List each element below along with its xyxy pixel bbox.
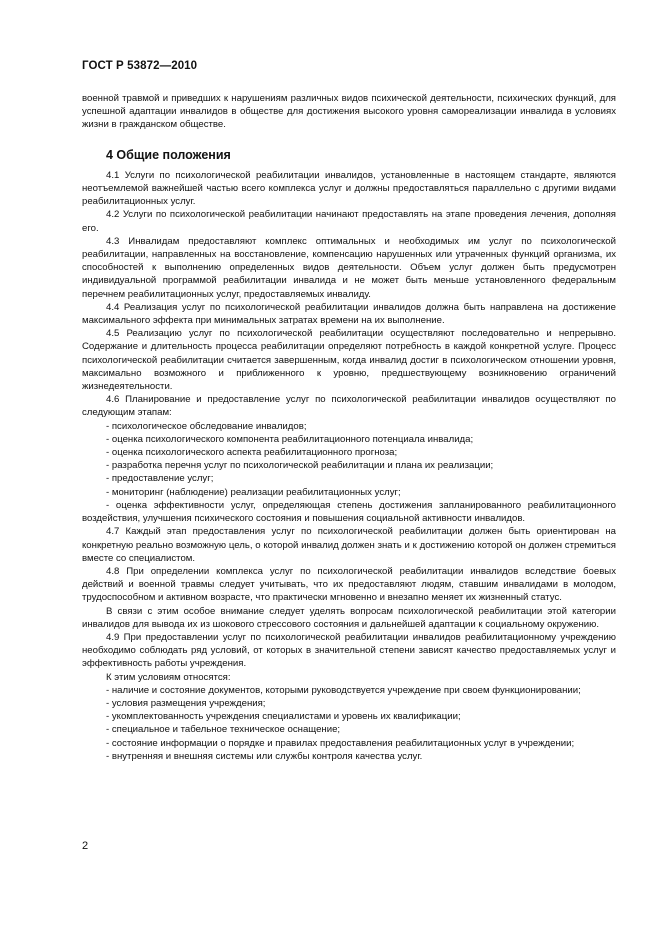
clause-4-8-continuation: В связи с этим особое внимание следует уделять вопросам психологической реабилитации этой категории инвалидов для вывода их из шокового стрессового состояния и дальнейшей адаптации к социальному окружению. (82, 605, 616, 630)
list-item: - оценка психологического компонента реабилитационного потенциала инвалида; (106, 433, 474, 445)
page-number: 2 (82, 840, 89, 852)
list-item: - психологическое обследование инвалидов; (106, 420, 307, 432)
clause-4-6: 4.6 Планирование и предоставление услуг по психологической реабилитации инвалидов осуществляют по следующим этапам: (82, 394, 616, 419)
list-item: - наличие и состояние документов, которыми руководствуется учреждение при своем функционировании; (106, 684, 581, 696)
clause-4-1: 4.1 Услуги по психологической реабилитации инвалидов, установленные в настоящем стандарте, являются неотъемлемой важнейшей частью всего комплекса услуг и должны предоставляться параллельно с другими видами реабилитационных услуг. (82, 169, 616, 208)
clause-4-9: 4.9 При предоставлении услуг по психологической реабилитации инвалидов реабилитационному учреждению необходимо соблюдать ряд условий, от которых в значительной степени зависят качество предоставляемых услуг и эффективность работы учреждения. (82, 631, 616, 670)
clause-4-7: 4.7 Каждый этап предоставления услуг по психологической реабилитации должен быть ориентирован на конкретную реально возможную цель, о которой инвалид должен знать и к достижению которой он должен стремиться вместе со специалистом. (82, 526, 616, 564)
list-item: - условия размещения учреждения; (106, 697, 266, 709)
page-body (82, 92, 616, 763)
clause-4-3: 4.3 Инвалидам предоставляют комплекс оптимальных и необходимых им услуг по психологической реабилитации, направленных на восстановление, компенсацию нарушенных или утраченных функций организма, их способностей к выполнению определенных видов деятельности. Объем услуг должен быть предусмотрен индивидуальной программой реабилитации инвалида и не может быть меньше установленного федеральным перечнем реабилитационных услуг, предоставляемых инвалиду. (82, 235, 616, 300)
list-item: - оценка эффективности услуг, определяющая степень достижения запланированного реабилитационного воздействия, улучшения психического состояния и повышения социальной активности инвалидов. (82, 499, 616, 525)
clause-4-9-conditions-intro: К этим условиям относятся: (106, 671, 231, 683)
list-item: - разработка перечня услуг по психологической реабилитации и плана их реализации; (106, 460, 494, 472)
list-item: - мониторинг (наблюдение) реализации реабилитационных услуг; (106, 486, 401, 498)
section-title: 4 Общие положения (106, 147, 231, 162)
list-item: - оценка психологического аспекта реабилитационного прогноза; (106, 447, 398, 459)
document-header: ГОСТ Р 53872—2010 (82, 60, 198, 72)
clause-4-2: 4.2 Услуги по психологической реабилитации начинают предоставлять на этапе проведения лечения, дополняя его. (82, 209, 616, 234)
intro-paragraph: военной травмой и приведших к нарушениям различных видов психической деятельности, психических функций, для успешной адаптации инвалидов в обществе для достижения высокого уровня самореализации инвалида в условиях жизни в гражданском обществе. (82, 93, 616, 131)
stages-list (82, 420, 616, 526)
clause-4-5: 4.5 Реализацию услуг по психологической реабилитации осуществляют последовательно и непрерывно. Содержание и длительность процесса реабилитации определяют потребность в каждой конкретной услуге. Процесс психологической реабилитации считается завершенным, когда инвалид достиг в психологическом отношении уровня, максимально возможного и приближенного к уровню, предшествующему возникновению ограничений жизнедеятельности. (82, 328, 616, 393)
list-item: - специальное и табельное техническое оснащение; (106, 724, 341, 736)
clause-4-4: 4.4 Реализация услуг по психологической реабилитации инвалидов должна быть направлена на достижение максимального эффекта при минимальных затратах времени на их выполнение. (82, 301, 616, 327)
list-item: - состояние информации о порядке и правилах предоставления реабилитационных услуг в учреждении; (106, 737, 575, 749)
clause-4-8: 4.8 При определении комплекса услуг по психологической реабилитации инвалидов вследствие боевых действий и военной травмы следует учитывать, что их предоставляют людям, ставшим инвалидами в молодом, трудоспособном и активном возрасте, что практически мгновенно и внезапно меняет их жизненный статус. (82, 565, 616, 604)
list-item: - предоставление услуг; (106, 473, 214, 485)
list-item: - укомплектованность учреждения специалистами и уровень их квалификации; (106, 711, 461, 723)
list-item: - внутренняя и внешняя системы или службы контроля качества услуг. (106, 750, 423, 762)
conditions-list (82, 684, 616, 763)
